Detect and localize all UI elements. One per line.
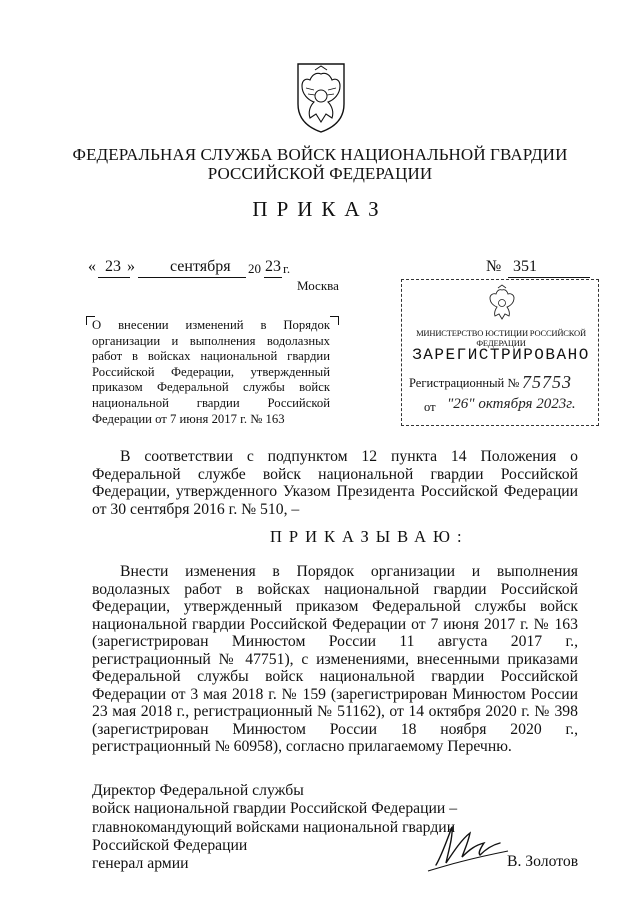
stamp-registration-date: "26" октября 2023г.	[447, 396, 576, 412]
order-subject: О внесении изменений в Порядок организации и выполнения водолазных работ в войсках национальной гвардии Российской Федерации, утвержденный приказом Федеральной службы войск национальной гвардии Российской Федерации от 7 июня 2017 г. № 163	[92, 318, 330, 426]
orders-heading: ПРИКАЗЫВАЮ:	[270, 527, 469, 546]
stamp-registration-number: 75753	[522, 372, 572, 392]
handwritten-signature	[418, 815, 518, 875]
date-year-prefix: 20	[248, 261, 261, 276]
stamp-ministry-name: МИНИСТЕРСТВО ЮСТИЦИИ РОССИЙСКОЙ ФЕДЕРАЦИИ	[416, 328, 586, 348]
date-year-suffix: 23	[265, 258, 281, 275]
organization-line-1: ФЕДЕРАЛЬНАЯ СЛУЖБА ВОЙСК НАЦИОНАЛЬНОЙ ГВАРДИИ	[72, 145, 568, 164]
ministry-emblem-icon	[484, 284, 520, 322]
date-month: сентября	[170, 258, 231, 275]
body-paragraph: Внести изменения в Порядок организации и выполнения водолазных работ в войсках национальной гвардии Российской Федерации, утвержденный приказом Федеральной службы войск национальной гвардии Российской Федерации от 7 июня 2017 г. № 163 (зарегистрирован Минюстом России 11 августа 2017 г., регистрационный № 47751), с изменениями, внесенными приказами Федеральной службы войск национальной гвардии Российской Федерации от 3 мая 2018 г. № 159 (зарегистрирован Минюстом России 23 мая 2018 г., регистрационный № 51162), от 14 октября 2020 г. № 398 (зарегистрирован Минюстом России 18 ноября 2020 г., регистрационный № 60958), согласно прилагаемому Перечню.	[92, 563, 578, 755]
signer-title-line: Российской Федерации	[92, 836, 248, 854]
city: Москва	[297, 278, 339, 293]
signer-name: В. Золотов	[507, 853, 579, 870]
document-type-title: ПРИКАЗ	[252, 197, 388, 221]
stamp-registered-text: ЗАРЕГИСТРИРОВАНО	[412, 346, 590, 364]
order-date	[88, 258, 338, 280]
signer-title-line: генерал армии	[92, 855, 189, 873]
order-number	[478, 258, 588, 280]
number-label: №	[486, 258, 502, 275]
state-emblem-icon	[290, 60, 352, 134]
preamble-paragraph: В соответствии с подпунктом 12 пункта 14 Положения о Федеральной службе войск национальной гвардии Российской Федерации, утвержденного Указом Президента Российской Федерации от 30 сентября 2016 г. № 510, –	[92, 448, 578, 518]
stamp-date-label: от	[424, 400, 436, 414]
date-day: 23	[105, 258, 121, 275]
signer-title-line: главнокомандующий войсками национальной гвардии	[92, 818, 456, 836]
subject-bracket-right	[330, 316, 339, 325]
organization-name	[60, 145, 580, 183]
registration-stamp	[401, 279, 599, 426]
date-open-quote: «	[88, 258, 96, 275]
stamp-registration-label: Регистрационный №	[409, 376, 520, 390]
signer-title-line: Директор Федеральной службы	[92, 782, 304, 799]
date-year-unit: г.	[283, 261, 291, 276]
date-close-quote: »	[127, 258, 135, 275]
number-value: 351	[513, 258, 537, 275]
organization-line-2: РОССИЙСКОЙ ФЕДЕРАЦИИ	[207, 164, 433, 183]
signer-title-line: войск национальной гвардии Российской Федерации –	[92, 800, 458, 818]
